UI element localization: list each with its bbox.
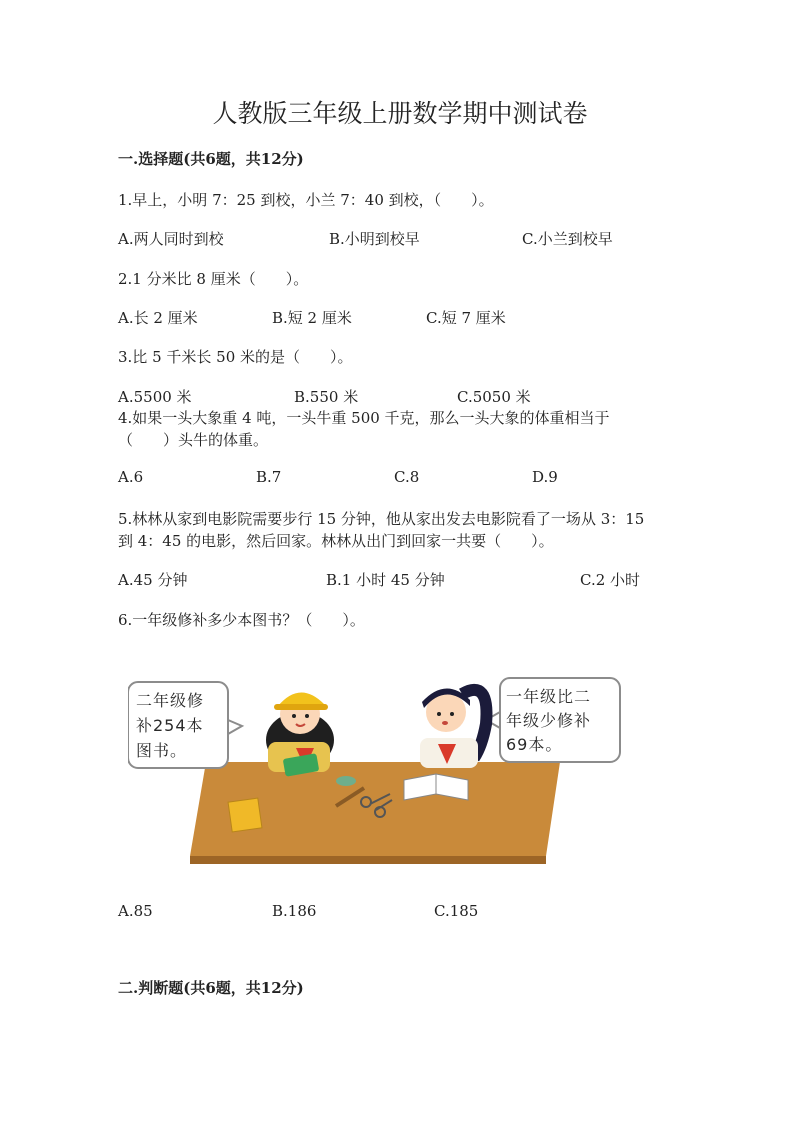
question-1-option-c: C.小兰到校早 <box>522 230 613 248</box>
page-title: 人教版三年级上册数学期中测试卷 <box>212 99 588 128</box>
question-3: 3.比 5 千米长 50 米的是（ ）。 <box>118 348 353 366</box>
left-bubble-line-1: 二年级修 <box>136 691 205 710</box>
library-repair-illustration <box>128 664 628 864</box>
left-bubble-line-3: 图书。 <box>136 741 188 760</box>
question-5-option-a: A.45 分钟 <box>118 571 188 589</box>
left-bubble-line-2: 补254本 <box>136 716 204 735</box>
question-4-line-2: （ ）头牛的体重。 <box>118 431 269 449</box>
question-5-line-2: 到 4：45 的电影，然后回家。林林从出门到回家一共要（ ）。 <box>118 532 554 550</box>
right-bubble-line-2: 年级少修补 <box>506 711 592 730</box>
question-5: 5.林林从家到电影院需要步行 15 分钟，他从家出发去电影院看了一场从 3：15 <box>118 510 645 528</box>
girl-with-ponytail <box>420 688 487 768</box>
tape-roll <box>336 776 356 786</box>
section-heading-choice: 一.选择题(共6题，共12分) <box>118 150 304 168</box>
question-3-option-b: B.550 米 <box>294 388 359 406</box>
question-5-option-b: B.1 小时 45 分钟 <box>326 571 445 589</box>
question-6-option-a: A.85 <box>118 902 153 920</box>
question-6-option-b: B.186 <box>272 902 317 920</box>
left-bubble-tail <box>228 720 242 734</box>
question-6-option-c: C.185 <box>434 902 479 920</box>
question-1: 1.早上，小明 7：25 到校，小兰 7：40 到校，（ ）。 <box>118 191 494 209</box>
question-4-option-c: C.8 <box>394 468 420 486</box>
question-4-option-b: B.7 <box>256 468 282 486</box>
question-1-option-a: A.两人同时到校 <box>118 230 224 248</box>
question-4-option-a: A.6 <box>118 468 144 486</box>
question-3-option-a: A.5500 米 <box>118 388 192 406</box>
right-bubble-line-3: 69本。 <box>506 735 563 754</box>
question-2-option-c: C.短 7 厘米 <box>426 309 506 327</box>
question-4: 4.如果一头大象重 4 吨，一头牛重 500 千克，那么一头大象的体重相当于 <box>118 409 610 427</box>
question-3-option-c: C.5050 米 <box>457 388 531 406</box>
question-2-option-b: B.短 2 厘米 <box>272 309 352 327</box>
section-heading-true-false: 二.判断题(共6题，共12分) <box>118 979 304 997</box>
right-bubble-line-1: 一年级比二 <box>506 687 592 706</box>
question-5-option-c: C.2 小时 <box>580 571 641 589</box>
table-edge <box>190 856 546 864</box>
question-1-option-b: B.小明到校早 <box>329 230 420 248</box>
question-4-option-d: D.9 <box>532 468 558 486</box>
question-2: 2.1 分米比 8 厘米（ ）。 <box>118 270 309 288</box>
question-6: 6.一年级修补多少本图书？（ ）。 <box>118 611 365 629</box>
yellow-book <box>228 798 262 832</box>
question-2-option-a: A.长 2 厘米 <box>118 309 198 327</box>
